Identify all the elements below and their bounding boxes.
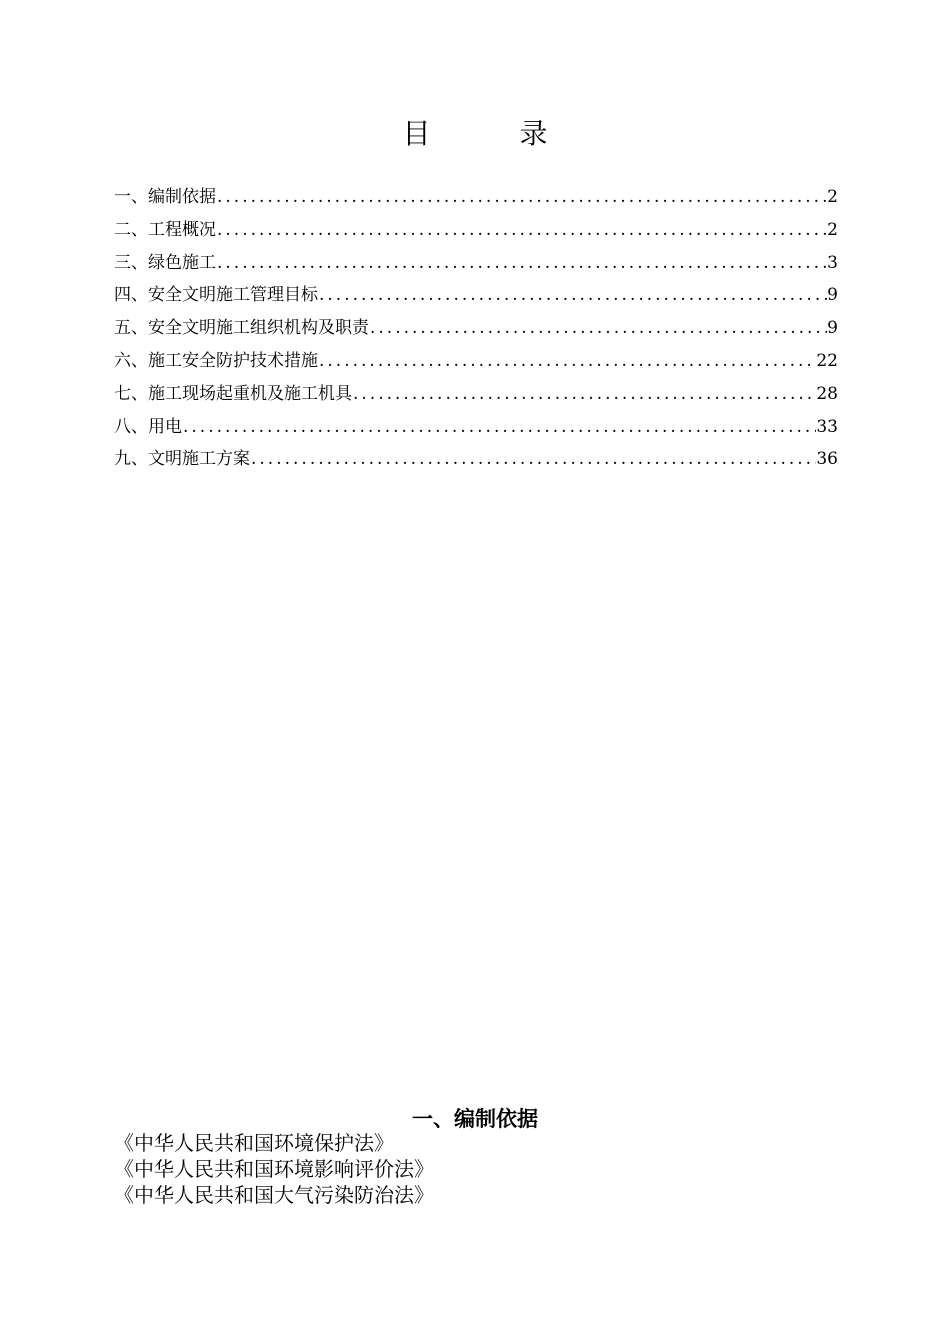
toc-item-label: 四、安全文明施工管理目标 [114, 285, 318, 306]
toc-item[interactable] [114, 444, 838, 477]
toc-item-page: 2 [827, 187, 838, 207]
toc-item-page: 36 [816, 449, 838, 470]
toc-leader-dots [352, 384, 816, 404]
toc-item-label: 五、安全文明施工组织机构及职责 [114, 318, 369, 339]
toc-item[interactable] [114, 313, 838, 346]
toc-item-page: 9 [827, 285, 838, 306]
toc-item-label: 一、编制依据 [114, 187, 216, 207]
toc-leader-dots [216, 220, 827, 240]
toc-item-page: 3 [827, 252, 838, 273]
toc-item[interactable] [114, 248, 838, 281]
reference-item: 《中华人民共和国大气污染防治法》 [114, 1183, 434, 1207]
toc-item-page: 28 [816, 383, 838, 404]
toc-item-label: 九、文明施工方案 [114, 449, 250, 470]
toc-leader-dots [369, 318, 827, 338]
toc-item[interactable] [114, 182, 838, 215]
toc-item-page: 9 [827, 318, 838, 339]
toc-list [114, 182, 838, 477]
toc-item[interactable] [114, 215, 838, 248]
toc-item[interactable] [114, 412, 838, 445]
toc-item-label: 八、用电 [114, 416, 182, 437]
toc-item-label: 七、施工现场起重机及施工机具 [114, 383, 352, 404]
toc-item-label: 六、施工安全防护技术措施 [114, 350, 318, 371]
toc-title: 目 录 [402, 117, 588, 150]
toc-leader-dots [318, 285, 827, 305]
toc-leader-dots [182, 417, 816, 437]
toc-leader-dots [216, 253, 827, 273]
toc-leader-dots [318, 351, 816, 371]
toc-leader-dots [250, 449, 816, 469]
reference-item: 《中华人民共和国环境保护法》 [114, 1131, 394, 1155]
toc-item[interactable] [114, 280, 838, 313]
toc-item-page: 2 [827, 219, 838, 240]
toc-item-label: 三、绿色施工 [114, 252, 216, 273]
toc-item-label: 二、工程概况 [114, 219, 216, 240]
toc-item-page: 33 [816, 416, 838, 437]
toc-leader-dots [216, 187, 827, 207]
section-heading: 一、编制依据 [412, 1107, 538, 1131]
toc-item[interactable] [114, 379, 838, 412]
toc-item[interactable] [114, 346, 838, 379]
toc-item-page: 22 [816, 350, 838, 371]
reference-item: 《中华人民共和国环境影响评价法》 [114, 1157, 434, 1181]
reference-list [114, 1130, 434, 1208]
